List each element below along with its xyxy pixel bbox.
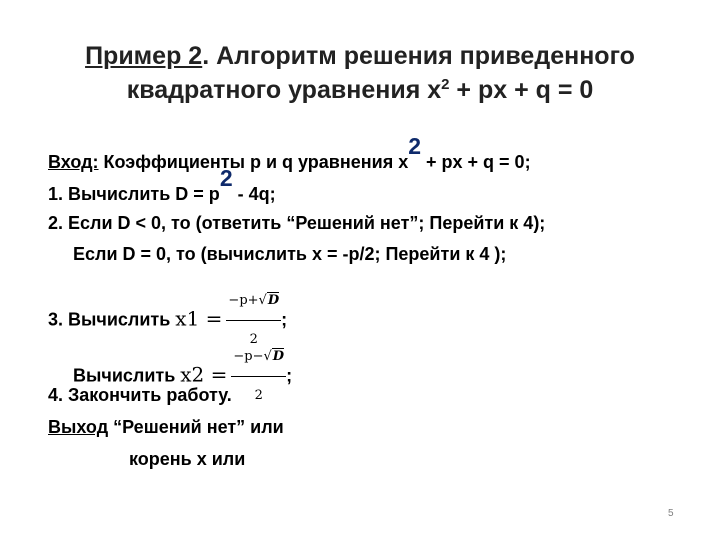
step-4-line (48, 383, 232, 407)
x2-numerator: −p−√ (233, 349, 272, 364)
x2-variable: x2 = (180, 362, 228, 387)
input-line (48, 133, 531, 174)
title-text-2-post: + px + q = 0 (449, 76, 594, 104)
step-2b-line (73, 242, 506, 266)
x1-numerator: −p+√ (228, 293, 267, 308)
title-superscript: 2 (441, 76, 450, 93)
step-3b-label: Вычислить (73, 365, 181, 386)
step-2b-text: Если D = 0, то (вычислить x = -p/2; Перейти к 4 ); (73, 244, 507, 264)
input-text-post: + px + q = 0; (421, 152, 531, 172)
output-line (48, 415, 284, 439)
x2-semicolon: ; (286, 365, 293, 386)
step-2-text: 2. Если D < 0, то (ответить “Решений нет”; Перейти к 4); (48, 213, 546, 233)
x2-denominator: 2 (254, 388, 263, 403)
x1-semicolon: ; (281, 309, 288, 330)
step-1-superscript: 2 (219, 165, 233, 191)
output-line-2 (129, 447, 245, 471)
title-example-label: Пример 2 (85, 42, 203, 70)
x2-radicand: D (272, 349, 285, 364)
step-1-line (48, 165, 276, 206)
x2-fraction (231, 340, 286, 413)
output-text: “Решений нет” или (108, 417, 284, 437)
x1-variable: x1 = (175, 306, 223, 331)
output-text-2: корень x или (129, 449, 246, 469)
step-4-text: 4. Закончить работу. (48, 385, 232, 405)
step-3-label: 3. Вычислить (48, 309, 176, 330)
title-text-1: . Алгоритм решения приведенного (202, 42, 635, 70)
x1-radicand: D (267, 293, 280, 308)
input-superscript: 2 (408, 133, 422, 159)
page-number: 5 (668, 508, 674, 519)
slide-title-line-1 (0, 38, 720, 74)
slide-title-line-2 (0, 72, 720, 112)
step-1-text-post: - 4q; (232, 184, 276, 204)
input-label: Вход: (48, 152, 99, 172)
step-1-text-pre: 1. Вычислить D = p (48, 184, 220, 204)
input-text-pre: Коэффициенты p и q уравнения x (98, 152, 409, 172)
x1-denominator: 2 (249, 332, 258, 347)
title-text-2-pre: квадратного уравнения x (126, 76, 442, 104)
step-2-line (48, 211, 545, 235)
output-label: Выход (48, 417, 109, 437)
